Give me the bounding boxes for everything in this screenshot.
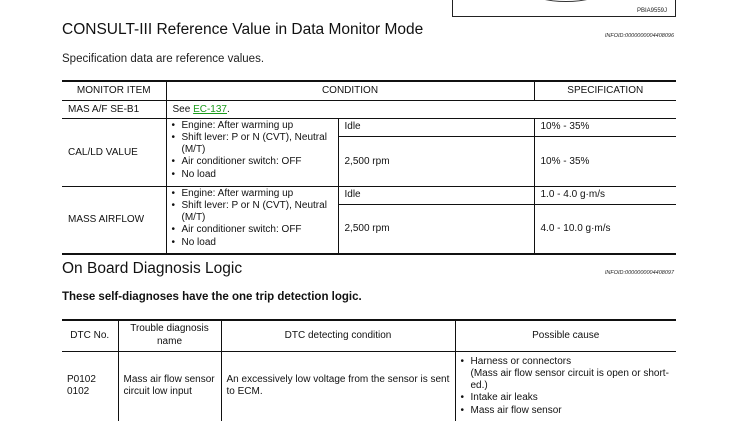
trouble-name: Mass air flow sensor circuit low input: [118, 351, 221, 421]
massair-idle: Idle: [338, 186, 534, 204]
massair-condition: • Air conditioner switch: OFF: [171, 224, 334, 236]
cald-condition: • No load: [171, 169, 334, 181]
info-id-2: INFOID:0000000004408097: [604, 270, 674, 276]
header-dtc-no: DTC No.: [62, 320, 118, 351]
header-monitor-item: MONITOR ITEM: [62, 81, 166, 100]
cald-idle: Idle: [338, 118, 534, 136]
cald-condition: • Air conditioner switch: OFF: [171, 156, 334, 168]
dtc-table: [62, 319, 676, 421]
cald-rpm: 2,500 rpm: [338, 136, 534, 186]
section-title-obd: On Board Diagnosis Logic: [62, 260, 243, 277]
massair-rpm: 2,500 rpm: [338, 204, 534, 254]
row-cald-item: CAL/LD VALUE: [62, 118, 166, 186]
massair-condition: • Engine: After warming up: [171, 188, 334, 200]
massair-rpm-spec: 4.0 - 10.0 g·m/s: [534, 204, 676, 254]
row-massair-conditions: [166, 186, 338, 254]
cause-item: • Mass air flow sensor: [460, 405, 673, 417]
header-condition: CONDITION: [166, 81, 534, 100]
cald-condition: • Shift lever: P or N (CVT), Neutral (M/T): [171, 132, 334, 157]
figure-arc-drawing: [531, 0, 601, 2]
header-specification: SPECIFICATION: [534, 81, 676, 100]
cause-item: • Intake air leaks: [460, 392, 673, 404]
cald-idle-spec: 10% - 35%: [534, 118, 676, 136]
cald-rpm-spec: 10% - 35%: [534, 136, 676, 186]
ec-137-link[interactable]: EC-137: [193, 103, 227, 115]
massair-idle-spec: 1.0 - 4.0 g·m/s: [534, 186, 676, 204]
header-trouble-name: Trouble diagnosis name: [118, 320, 221, 351]
info-id-1: INFOID:0000000004408096: [604, 33, 674, 39]
massair-condition: • Shift lever: P or N (CVT), Neutral (M/T): [171, 200, 334, 225]
one-trip-note: These self-diagnoses have the one trip detection logic.: [62, 291, 362, 303]
top-figure-frame: [452, 0, 676, 17]
spec-note: Specification data are reference values.: [62, 53, 265, 65]
detecting-condition: An excessively low voltage from the sensor is sent to ECM.: [221, 351, 455, 421]
header-possible-cause: Possible cause: [455, 320, 676, 351]
row-maf-item: MAS A/F SE-B1: [68, 103, 140, 115]
header-detecting-condition: DTC detecting condition: [221, 320, 455, 351]
row-massair-item: MASS AIRFLOW: [62, 186, 166, 254]
cald-condition: • Engine: After warming up: [171, 120, 334, 132]
row-cald-conditions: [166, 118, 338, 186]
dtc-code: P0102 0102: [67, 373, 96, 398]
massair-condition: • No load: [171, 237, 334, 249]
row-maf-condition: See EC-137.: [166, 100, 676, 118]
data-monitor-table: [62, 80, 676, 255]
section-title-consult: CONSULT-III Reference Value in Data Monitor Mode: [62, 21, 424, 38]
possible-causes: [455, 351, 676, 421]
cause-item: • Harness or connectors (Mass air flow sensor circuit is open or short-ed.): [460, 356, 673, 393]
figure-id: PBIA9559J: [636, 8, 667, 14]
